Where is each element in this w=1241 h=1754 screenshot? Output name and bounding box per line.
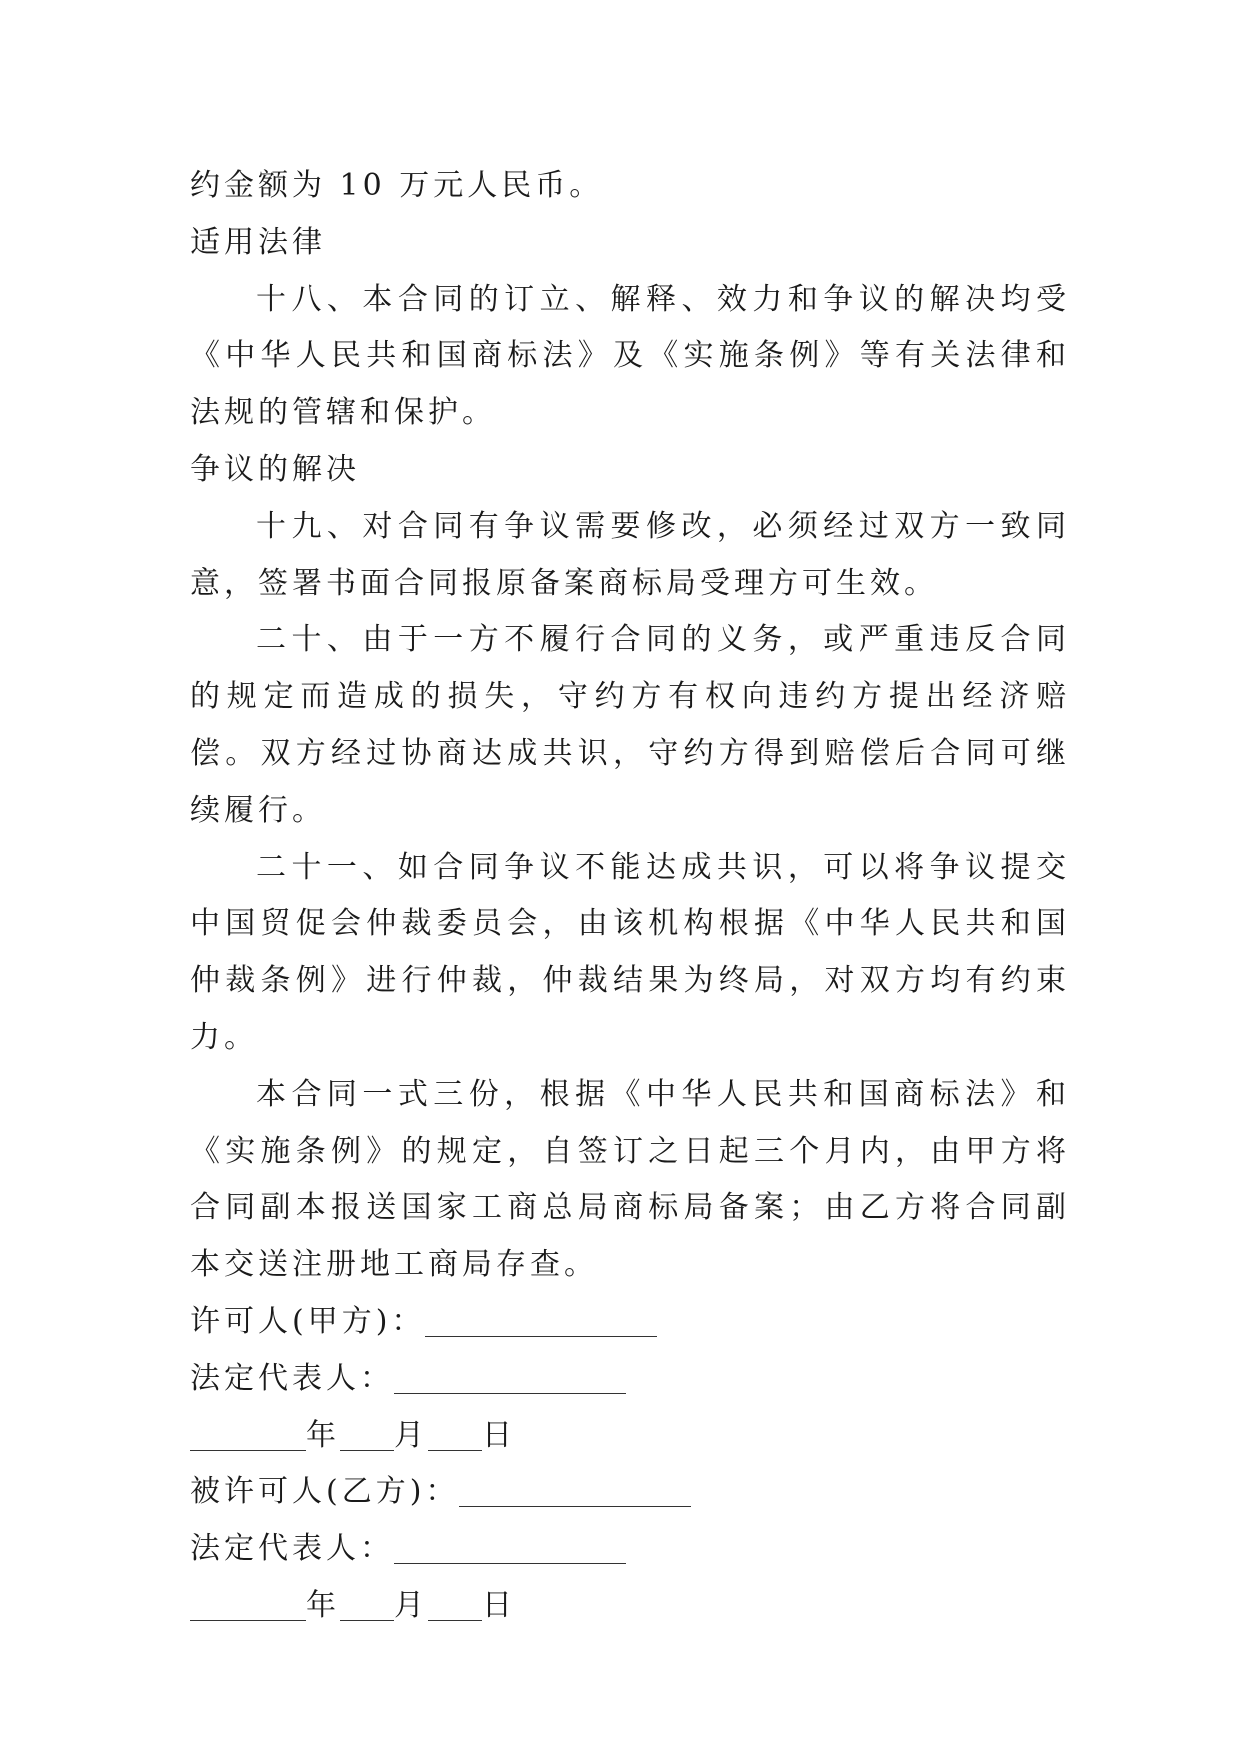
clause-21: 二十一、如合同争议不能达成共识，可以将争议提交中国贸促会仲裁委员会，由该机构根据《中华人民共和国仲裁条例》进行仲裁，仲裁结果为终局，对双方均有约束力。 (190, 849, 1070, 1055)
licensor-rep-signature-line (190, 1351, 1070, 1408)
year-label: 年 (306, 1417, 340, 1453)
licensor-signature-line (190, 1294, 1070, 1351)
clause-18: 十八、本合同的订立、解释、效力和争议的解决均受《中华人民共和国商标法》及《实施条例》等有关法律和法规的管辖和保护。 (190, 281, 1070, 431)
licensee-rep-blank[interactable] (394, 1531, 626, 1564)
licensee-blank[interactable] (459, 1474, 691, 1507)
heading-applicable-law: 适用法律 (190, 224, 326, 260)
licensee-rep-label: 法定代表人： (190, 1531, 394, 1567)
clause-20: 二十、由于一方不履行合同的义务，或严重违反合同的规定而造成的损失，守约方有权向违约方提出经济赔偿。双方经过协商达成共识，守约方得到赔偿后合同可继续履行。 (190, 622, 1070, 828)
licensor-year-blank[interactable] (190, 1418, 306, 1451)
clause-19: 十九、对合同有争议需要修改，必须经过双方一致同意，签署书面合同报原备案商标局受理方可生效。 (190, 508, 1070, 601)
licensor-month-blank[interactable] (340, 1418, 394, 1451)
licensor-blank[interactable] (425, 1304, 657, 1337)
licensor-rep-label: 法定代表人： (190, 1360, 394, 1396)
document-body (190, 158, 1070, 1635)
licensor-label: 许可人(甲方)： (190, 1303, 426, 1339)
licensee-date-line (190, 1578, 1070, 1635)
heading-dispute-resolution: 争议的解决 (190, 451, 360, 487)
paragraph-continuation: 约金额为 10 万元人民币。 (190, 168, 604, 203)
licensee-signature-line (190, 1464, 1070, 1521)
year-label: 年 (306, 1587, 340, 1623)
licensor-day-blank[interactable] (428, 1418, 482, 1451)
licensee-day-blank[interactable] (428, 1588, 482, 1621)
day-label: 日 (482, 1417, 516, 1453)
licensor-date-line (190, 1408, 1070, 1465)
licensee-year-blank[interactable] (190, 1588, 306, 1621)
month-label: 月 (394, 1587, 428, 1623)
clause-copies: 本合同一式三份，根据《中华人民共和国商标法》和《实施条例》的规定，自签订之日起三个月内，由甲方将合同副本报送国家工商总局商标局备案；由乙方将合同副本交送注册地工商局存查。 (190, 1076, 1070, 1283)
licensee-rep-signature-line (190, 1521, 1070, 1578)
licensee-month-blank[interactable] (340, 1588, 394, 1621)
licensee-label: 被许可人(乙方)： (190, 1474, 460, 1510)
licensor-rep-blank[interactable] (394, 1361, 626, 1394)
day-label: 日 (482, 1587, 516, 1623)
month-label: 月 (394, 1417, 428, 1453)
